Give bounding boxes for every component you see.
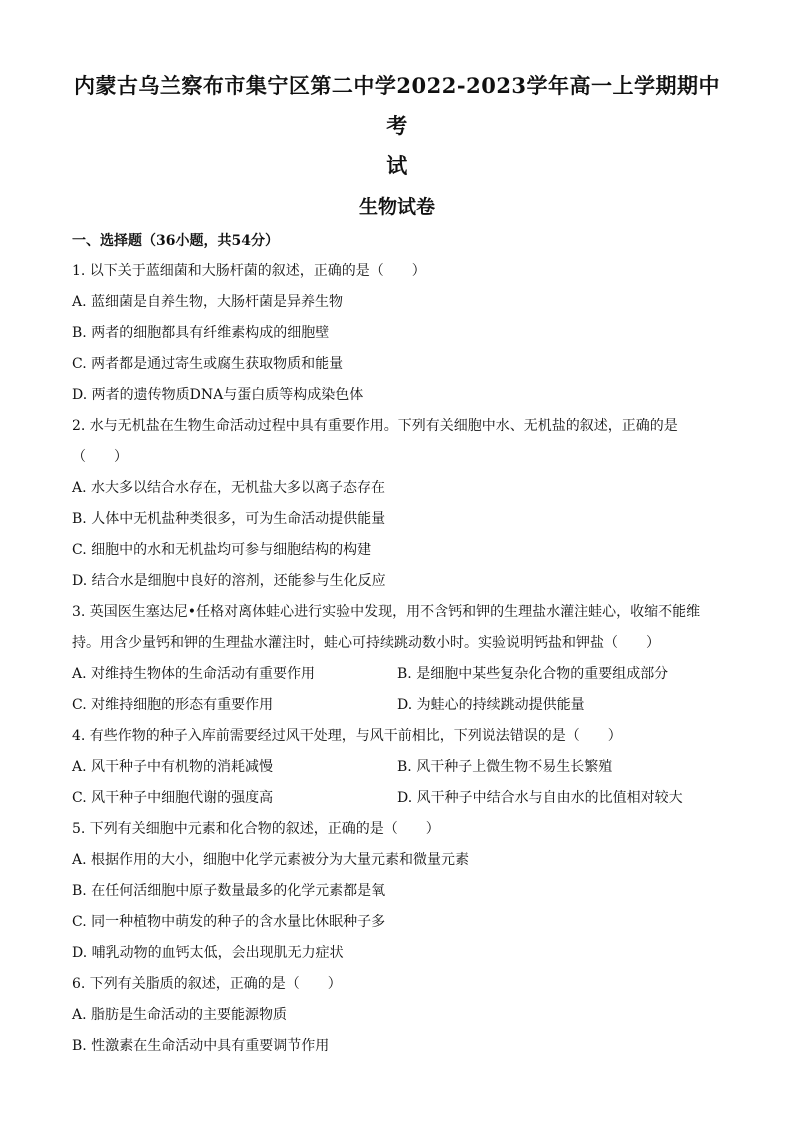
- question-1: [72, 256, 722, 411]
- question-stem: 5. 下列有关细胞中元素和化合物的叙述，正确的是（ ）: [72, 821, 440, 837]
- question-stem: 2. 水与无机盐在生物生命活动过程中具有重要作用。下列有关细胞中水、无机盐的叙述，正确的是（ ）: [72, 418, 678, 465]
- option-b: B. 两者的细胞都具有纤维素构成的细胞壁: [72, 325, 330, 341]
- question-stem: 1. 以下关于蓝细菌和大肠杆菌的叙述，正确的是（ ）: [72, 263, 426, 279]
- option-row: [72, 783, 722, 814]
- option-a: A. 对维持生物体的生命活动有重要作用: [72, 666, 316, 682]
- option-d: D. 风干种子中结合水与自由水的比值相对较大: [397, 790, 683, 806]
- question-stem: 3. 英国医生塞达尼•任格对离体蛙心进行实验中发现，用不含钙和钾的生理盐水灌注蛙心，收缩不能维持。用含少量钙和钾的生理盐水灌注时，蛙心可持续跳动数小时。实验说明钙盐和钾盐（ ）: [72, 604, 701, 651]
- question-4: [72, 721, 722, 814]
- option-a: A. 蓝细菌是自养生物，大肠杆菌是异养生物: [72, 294, 344, 310]
- option-c: C. 对维持细胞的形态有重要作用: [72, 697, 274, 713]
- option-c: C. 同一种植物中萌发的种子的含水量比休眠种子多: [72, 914, 386, 930]
- option-b: B. 风干种子上微生物不易生长繁殖: [397, 759, 613, 775]
- question-stem: 6. 下列有关脂质的叙述，正确的是（ ）: [72, 976, 342, 992]
- option-b: B. 是细胞中某些复杂化合物的重要组成部分: [397, 666, 669, 682]
- option-row: [72, 752, 722, 783]
- option-a: A. 风干种子中有机物的消耗减慢: [72, 759, 274, 775]
- question-6: [72, 969, 722, 1062]
- exam-subtitle: 生物试卷: [358, 196, 435, 218]
- option-b: B. 人体中无机盐种类很多，可为生命活动提供能量: [72, 511, 386, 527]
- option-c: C. 两者都是通过寄生或腐生获取物质和能量: [72, 356, 344, 372]
- option-c: C. 风干种子中细胞代谢的强度高: [72, 790, 274, 806]
- question-stem: 4. 有些作物的种子入库前需要经过风干处理，与风干前相比，下列说法错误的是（ ）: [72, 728, 622, 744]
- option-d: D. 两者的遗传物质DNA与蛋白质等构成染色体: [72, 387, 364, 403]
- option-d: D. 哺乳动物的血钙太低，会出现肌无力症状: [72, 945, 344, 961]
- option-d: D. 为蛙心的持续跳动提供能量: [397, 697, 585, 713]
- option-c: C. 细胞中的水和无机盐均可参与细胞结构的构建: [72, 542, 372, 558]
- option-a: A. 水大多以结合水存在，无机盐大多以离子态存在: [72, 480, 386, 496]
- question-3: [72, 597, 722, 721]
- question-2: [72, 411, 722, 597]
- question-5: [72, 814, 722, 969]
- section-heading: 一、选择题（36小题，共54分）: [72, 233, 279, 249]
- option-row: [72, 690, 722, 721]
- option-a: A. 脂肪是生命活动的主要能源物质: [72, 1007, 288, 1023]
- option-b: B. 性激素在生命活动中具有重要调节作用: [72, 1038, 330, 1054]
- option-a: A. 根据作用的大小，细胞中化学元素被分为大量元素和微量元素: [72, 852, 470, 868]
- option-b: B. 在任何活细胞中原子数量最多的化学元素都是氧: [72, 883, 386, 899]
- exam-title-line2: 试: [386, 153, 408, 178]
- exam-title-line1: 内蒙古乌兰察布市集宁区第二中学2022-2023学年高一上学期期中考: [73, 73, 721, 138]
- option-row: [72, 659, 722, 690]
- option-d: D. 结合水是细胞中良好的溶剂，还能参与生化反应: [72, 573, 386, 589]
